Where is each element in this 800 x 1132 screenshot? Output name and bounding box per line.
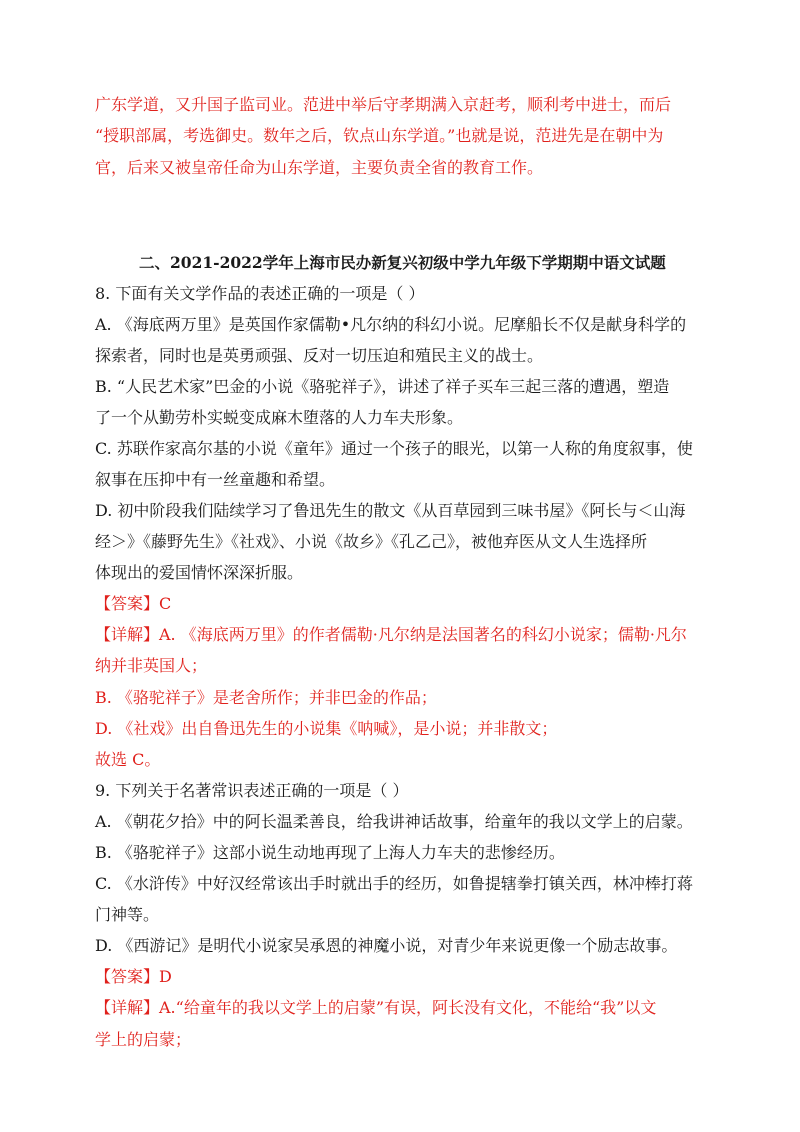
- explanation-line-1: 广东学道，又升国子监司业。范进中举后守孝期满入京赶考，顺利考中进士，而后: [95, 95, 672, 114]
- q9-option-c-line-2: 门神等。: [95, 905, 160, 924]
- q9-option-c-line-1: C. 《水浒传》中好汉经常该出手时就出手的经历，如鲁提辖拳打镇关西，林冲棒打蒋: [95, 874, 693, 893]
- q8-explanation-line-3: B. 《骆驼祥子》是老舍所作；并非巴金的作品；: [95, 688, 437, 707]
- q9-stem: 9. 下列关于名著常识表述正确的一项是（ ）: [95, 781, 409, 800]
- q8-option-d-line-3: 体现出的爱国情怀深深折服。: [95, 563, 304, 582]
- q8-option-a-line-2: 探索者，同时也是英勇顽强、反对一切压迫和殖民主义的战士。: [95, 346, 544, 365]
- q8-explanation-line-1: 【详解】A. 《海底两万里》的作者儒勒·凡尔纳是法国著名的科幻小说家；儒勒·凡尔: [95, 625, 687, 644]
- q9-option-d: D. 《西游记》是明代小说家吴承恩的神魔小说，对青少年来说更像一个励志故事。: [95, 936, 678, 955]
- q9-explanation-line-1: 【详解】A.“给童年的我以文学上的启蒙”有误，阿长没有文化，不能给“我”以文: [95, 998, 657, 1017]
- q9-option-a: A. 《朝花夕拾》中的阿长温柔善良，给我讲神话故事，给童年的我以文学上的启蒙。: [95, 812, 693, 831]
- q9-answer: 【答案】D: [95, 967, 172, 986]
- q9-option-b: B. 《骆驼祥子》这部小说生动地再现了上海人力车夫的悲惨经历。: [95, 843, 565, 862]
- q8-option-c-line-2: 叙事在压抑中有一丝童趣和希望。: [95, 470, 336, 489]
- q8-explanation-line-5: 故选 C。: [95, 750, 161, 769]
- q8-option-a-line-1: A. 《海底两万里》是英国作家儒勒•凡尔纳的科幻小说。尼摩船长不仅是献身科学的: [95, 315, 687, 334]
- explanation-line-3: 官，后来又被皇帝任命为山东学道，主要负责全省的教育工作。: [95, 158, 544, 177]
- q9-explanation-line-2: 学上的启蒙；: [95, 1030, 192, 1049]
- q8-answer: 【答案】C: [95, 594, 172, 613]
- q8-explanation-line-4: D. 《社戏》出自鲁迅先生的小说集《呐喊》，是小说；并非散文；: [95, 719, 558, 738]
- section-title: 二、2021-2022学年上海市民办新复兴初级中学九年级下学期期中语文试题: [139, 253, 666, 272]
- q8-option-b-line-1: B. “人民艺术家”巴金的小说《骆驼祥子》，讲述了祥子买车三起三落的遭遇，塑造: [95, 377, 670, 396]
- q8-option-b-line-2: 了一个从勤劳朴实蜕变成麻木堕落的人力车夫形象。: [95, 408, 464, 427]
- q8-option-d-line-1: D. 初中阶段我们陆续学习了鲁迅先生的散文《从百草园到三味书屋》《阿长与＜山海: [95, 501, 686, 520]
- q8-explanation-line-2: 纳并非英国人；: [95, 656, 208, 675]
- q8-option-c-line-1: C. 苏联作家高尔基的小说《童年》通过一个孩子的眼光，以第一人称的角度叙事，使: [95, 439, 693, 458]
- q8-option-d-line-2: 经＞》《藤野先生》《社戏》、小说《故乡》《孔乙己》，被他弃医从文人生选择所: [95, 532, 648, 551]
- explanation-line-2: “授职部属，考选御史。数年之后，钦点山东学道。”也就是说，范进先是在朝中为: [95, 126, 664, 145]
- q8-stem: 8. 下面有关文学作品的表述正确的一项是（ ）: [95, 284, 425, 303]
